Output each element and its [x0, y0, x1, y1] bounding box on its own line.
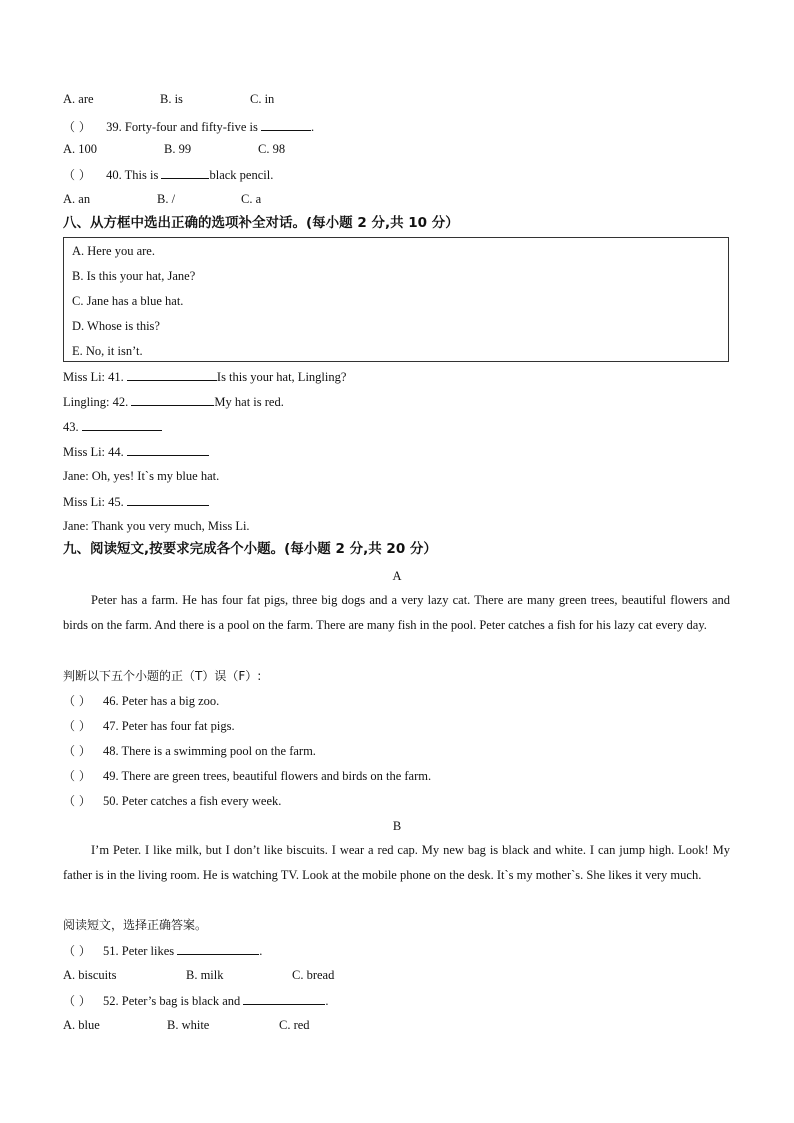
question-text: 46. Peter has a big zoo.	[103, 694, 220, 708]
tf-question-48	[63, 743, 316, 759]
box-option-d: D. Whose is this?	[72, 319, 160, 333]
q38-option-a: A. are	[63, 92, 94, 106]
question-40-text: 40. This is	[106, 168, 159, 182]
question-text: 50. Peter catches a fish every week.	[103, 794, 282, 808]
answer-paren[interactable]: （ ）	[63, 794, 91, 808]
answer-paren[interactable]: （ ）	[63, 994, 91, 1008]
answer-paren[interactable]: （ ）	[63, 744, 91, 758]
q52-option-b: B. white	[167, 1018, 210, 1032]
answer-blank[interactable]	[177, 942, 259, 955]
question-40-after: black pencil.	[209, 168, 274, 182]
box-option-a: A. Here you are.	[72, 244, 155, 258]
q40-option-c: C. a	[241, 192, 262, 206]
answer-paren[interactable]: （ ）	[63, 944, 91, 958]
dialog-prefix: Miss Li: 45.	[63, 495, 124, 509]
dialog-text: My hat is red.	[214, 395, 284, 409]
answer-paren[interactable]: （ ）	[63, 168, 91, 182]
passage-a-label: A	[392, 569, 402, 583]
dialog-text: Is this your hat, Lingling?	[216, 370, 347, 384]
dialog-line-45b: Jane: Thank you very much, Miss Li.	[63, 519, 250, 533]
question-39-text: 39. Forty-four and fifty-five is	[106, 120, 258, 134]
q51-option-c: C. bread	[292, 968, 335, 982]
answer-paren[interactable]: （ ）	[63, 769, 91, 783]
question-text: 52. Peter’s bag is black and	[103, 994, 241, 1008]
dialog-prefix: 43.	[63, 420, 79, 434]
q39-option-a: A. 100	[63, 142, 98, 156]
answer-blank[interactable]	[161, 166, 209, 179]
question-51	[63, 942, 262, 959]
question-text: 49. There are green trees, beautiful flowers and birds on the farm.	[103, 769, 432, 783]
box-option-e: E. No, it isn’t.	[72, 344, 143, 358]
question-52	[63, 992, 329, 1009]
passage-a: Peter has a farm. He has four fat pigs, three big dogs and a very lazy cat. There are many green trees, beautiful flowers and birds on the farm. And there is a pool on the farm. There are many fish in the pool. Peter catches a fish for his lazy cat every day.	[63, 593, 730, 632]
question-text: 51. Peter likes	[103, 944, 175, 958]
q52-option-c: C. red	[279, 1018, 310, 1032]
answer-paren[interactable]: （ ）	[63, 719, 91, 733]
mc-instruction: 阅读短文，选择正确答案。	[63, 918, 208, 932]
q51-option-a: A. biscuits	[63, 968, 117, 982]
dialog-prefix: Lingling: 42.	[63, 395, 129, 409]
answer-blank[interactable]	[261, 118, 311, 131]
tf-question-47	[63, 718, 235, 734]
dialog-line-41	[63, 368, 346, 385]
answer-paren[interactable]: （ ）	[63, 120, 91, 134]
q40-option-a: A. an	[63, 192, 91, 206]
dialog-line-44	[63, 443, 209, 460]
answer-blank[interactable]	[82, 418, 162, 431]
question-text: 48. There is a swimming pool on the farm.	[103, 744, 316, 758]
box-option-b: B. Is this your hat, Jane?	[72, 269, 196, 283]
question-39-end: .	[310, 120, 315, 134]
answer-paren[interactable]: （ ）	[63, 694, 91, 708]
q52-option-a: A. blue	[63, 1018, 100, 1032]
section-8-heading: 八、从方框中选出正确的选项补全对话。(每小题 2 分,共 10 分）	[63, 215, 459, 231]
options-box	[63, 237, 729, 362]
dialog-line-44b: Jane: Oh, yes! It`s my blue hat.	[63, 469, 220, 483]
dialog-line-45	[63, 493, 209, 510]
question-end: .	[325, 994, 329, 1008]
answer-blank[interactable]	[127, 368, 217, 381]
answer-blank[interactable]	[243, 992, 325, 1005]
tf-question-46	[63, 693, 219, 709]
tf-instruction: 判断以下五个小题的正（T）误（F）:	[63, 669, 262, 683]
dialog-prefix: Miss Li: 41.	[63, 370, 124, 384]
question-text: 47. Peter has four fat pigs.	[103, 719, 235, 733]
box-option-c: C. Jane has a blue hat.	[72, 294, 184, 308]
passage-b: I’m Peter. I like milk, but I don’t like biscuits. I wear a red cap. My new bag is black and white. I can jump high. Look! My father is in the living room. He is watching TV. Look at the mobile phone on the desk. It`s my mother`s. She likes it very much.	[63, 843, 730, 882]
q51-option-b: B. milk	[186, 968, 224, 982]
q40-option-b: B. /	[157, 192, 176, 206]
dialog-line-42	[63, 393, 284, 410]
answer-blank[interactable]	[127, 493, 209, 506]
passage-b-label: B	[392, 819, 402, 833]
answer-blank[interactable]	[131, 393, 214, 406]
question-40	[63, 166, 273, 183]
q38-option-c: C. in	[250, 92, 275, 106]
dialog-prefix: Miss Li: 44.	[63, 445, 124, 459]
dialog-line-43	[63, 418, 162, 435]
q39-option-c: C. 98	[258, 142, 286, 156]
tf-question-50	[63, 793, 281, 809]
tf-question-49	[63, 768, 431, 784]
question-end: .	[259, 944, 263, 958]
q39-option-b: B. 99	[164, 142, 192, 156]
q38-option-b: B. is	[160, 92, 183, 106]
answer-blank[interactable]	[127, 443, 209, 456]
section-9-heading: 九、阅读短文,按要求完成各个小题。(每小题 2 分,共 20 分）	[63, 541, 437, 557]
question-39	[63, 118, 314, 135]
